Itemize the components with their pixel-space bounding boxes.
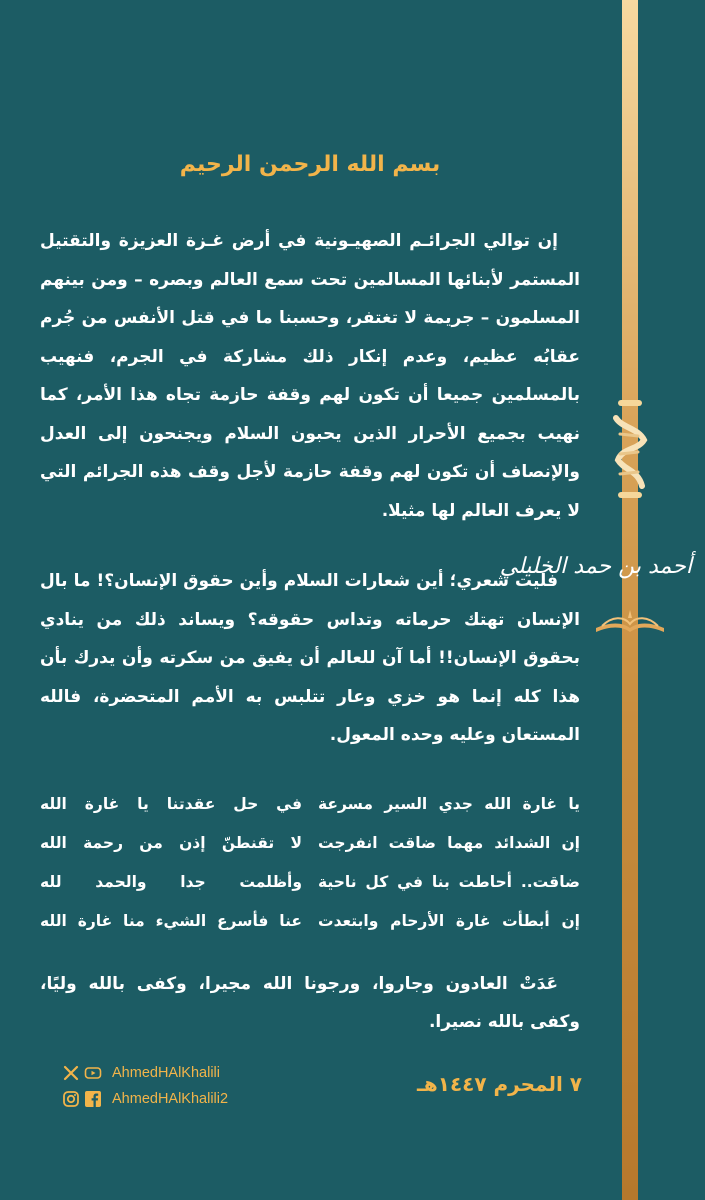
verse-first-hemistich: إن أبطأت غارة الأرحام وابتعدت [318, 911, 580, 930]
hands-icon [608, 408, 652, 498]
instagram-icon[interactable] [62, 1090, 80, 1108]
poem [40, 785, 580, 941]
social-line-1 [62, 1060, 228, 1086]
poem-verse [40, 785, 580, 824]
bar-band [618, 492, 642, 498]
footer [62, 1052, 582, 1112]
poem-verse [40, 824, 580, 863]
verse-second-hemistich: وأظلمت جدا والحمد لله [40, 872, 302, 891]
verse-second-hemistich: لا تقنطنّ إذن من رحمة الله [40, 833, 302, 852]
social-handle-2[interactable]: AhmedHAlKhalili2 [112, 1091, 229, 1107]
verse-first-hemistich: يا غارة الله جدي السير مسرعة [318, 794, 580, 813]
verse-second-hemistich: عنا فأسرع الشيء منا غارة الله [40, 911, 302, 930]
verse-first-hemistich: إن الشدائد مهما ضاقت انفرجت [318, 833, 580, 852]
social-handle-1[interactable]: AhmedHAlKhalili [112, 1065, 220, 1081]
verse-first-hemistich: ضاقت.. أحاطت بنا في كل ناحية [318, 872, 580, 891]
author-logo [499, 544, 692, 654]
poem-verse [40, 902, 580, 941]
social-line-2 [62, 1086, 228, 1112]
social-links [62, 1060, 228, 1112]
poem-verse [40, 863, 580, 902]
facebook-icon[interactable] [84, 1090, 102, 1108]
youtube-icon[interactable] [84, 1064, 102, 1082]
author-signature: أحمد بن حمد الخليلي [499, 554, 692, 579]
letter-content [40, 150, 580, 1042]
book-icon [592, 604, 668, 638]
paragraph-2: فليت شعري؛ أين شعارات السلام وأين حقوق الإنسان؟! ما بال الإنسان تهتك حرماته وتداس حقوقه؟ ويساند ذلك من ينادي بحقوق الإنسان!! أما آن للعالم أن يفيق من سكرته وأن يدرك بأن هذا كله إنما هو خزي وعار تتلبس به الأمم المتحضرة، فالله المستعان وعليه وحده المعول. [40, 571, 580, 745]
verse-second-hemistich: في حل عقدتنا يا غارة الله [40, 794, 302, 813]
hijri-date: ٧ المحرم ١٤٤٧هـ [417, 1072, 582, 1096]
paragraph-1: إن توالي الجرائـم الصهيـونية في أرض غـزة العزيزة والتقتيل المستمر لأبنائها المسالمين تحت سمع العالم وبصره – ومن بينهم المسلمون – جريمة لا تغتفر، وحسبنا ما في قتل الأنفس من جُرم عقابُه عظيم، وعدم إنكار ذلك مشاركة في الجرم، فنهيب بالمسلمين جميعا أن تكون لهم وقفة حازمة تجاه هذا الأمر، كما نهيب بجميع الأحرار الذين يحبون السلام ويجنحون إلى العدل والإنصاف أن تكون لهم وقفة حازمة لأجل وقف هذه الجرائم التي لا يعرف العالم لها مثيلا. [40, 231, 580, 521]
paragraph-3: عَدَتْ العادون وجاروا، ورجونا الله مجيرا، وكفى بالله وليًا، وكفى بالله نصيرا. [40, 973, 580, 1032]
x-icon[interactable] [62, 1064, 80, 1082]
page-title: بسم الله الرحمن الرحيم [179, 152, 441, 177]
bar-band [618, 400, 642, 406]
